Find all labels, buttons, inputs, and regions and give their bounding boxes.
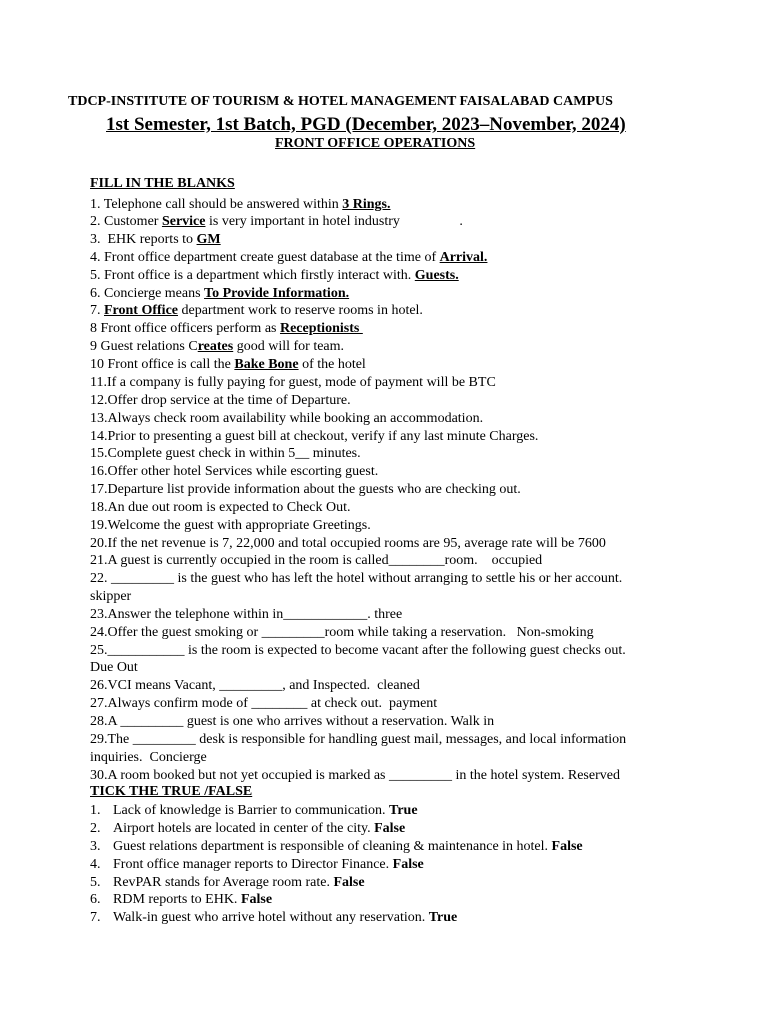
tf-item: 3. Guest relations department is responsible of cleaning & maintenance in hotel. False — [90, 839, 583, 854]
tf-answer: False — [374, 821, 406, 836]
answer: 3 Rings. — [342, 197, 391, 212]
fill-line-4: 4. Front office department create guest database at the time of Arrival. — [90, 250, 488, 265]
fill-line-9: 9 Guest relations Creates good will for team. — [90, 339, 345, 354]
fill-line-1: 1. Telephone call should be answered within 3 Rings. — [90, 197, 391, 212]
answer: GM — [196, 232, 221, 247]
answer: reates — [197, 339, 234, 354]
fill-line-26: 26.VCI means Vacant, _________, and Inspected. cleaned — [90, 678, 420, 693]
fill-line-25-answer: Due Out — [90, 660, 138, 675]
tf-answer: True — [389, 803, 418, 818]
fill-line-29: 29.The _________ desk is responsible for handling guest mail, messages, and local information — [90, 732, 627, 747]
fill-line-11: 11.If a company is fully paying for guest, mode of payment will be BTC — [90, 375, 496, 390]
fill-line-5: 5. Front office is a department which firstly interact with. Guests. — [90, 268, 459, 283]
fill-line-14: 14.Prior to presenting a guest bill at checkout, verify if any last minute Charges. — [90, 429, 539, 444]
fill-line-18: 18.An due out room is expected to Check Out. — [90, 500, 351, 515]
tf-answer: True — [428, 910, 458, 925]
semester-heading: 1st Semester, 1st Batch, PGD (December, 2023–November, 2024) — [106, 114, 626, 135]
tf-item: 1. Lack of knowledge is Barrier to communication. True — [90, 803, 418, 818]
fill-line-27: 27.Always confirm mode of ________ at check out. payment — [90, 696, 438, 711]
answer: Receptionists — [279, 321, 363, 336]
fill-line-7: 7. Front Office department work to reserve rooms in hotel. — [90, 303, 423, 318]
fill-line-22: 22. _________ is the guest who has left the hotel without arranging to settle his or her account. — [90, 571, 623, 586]
fill-line-28: 28.A _________ guest is one who arrives without a reservation. Walk in — [90, 714, 495, 729]
fill-line-12: 12.Offer drop service at the time of Departure. — [90, 393, 351, 408]
fill-line-16: 16.Offer other hotel Services while escorting guest. — [90, 464, 379, 479]
fill-line-22-answer: skipper — [90, 589, 132, 604]
tf-item: 7. Walk-in guest who arrive hotel without any reservation. True — [90, 910, 458, 925]
fill-line-17: 17.Departure list provide information about the guests who are checking out. — [90, 482, 521, 497]
fill-line-20: 20.If the net revenue is 7, 22,000 and total occupied rooms are 95, average rate will be 7600 — [90, 536, 606, 551]
tf-answer: False — [240, 892, 273, 907]
answer: Bake Bone — [234, 357, 299, 372]
answer: Arrival. — [439, 250, 488, 265]
tf-answer: False — [392, 857, 424, 872]
tf-item: 5. RevPAR stands for Average room rate. False — [90, 875, 365, 890]
tf-item: 4. Front office manager reports to Director Finance. False — [90, 857, 424, 872]
answer: Guests. — [414, 268, 459, 283]
answer: To Provide Information. — [204, 286, 350, 301]
fill-line-30: 30.A room booked but not yet occupied is marked as _________ in the hotel system. Reserved — [90, 768, 620, 783]
fill-line-3: 3. EHK reports to GM — [90, 232, 221, 247]
answer: Front Office — [104, 303, 178, 318]
fill-line-19: 19.Welcome the guest with appropriate Greetings. — [90, 518, 371, 533]
fill-line-23: 23.Answer the telephone within in____________. three — [90, 607, 403, 622]
fill-line-21: 21.A guest is currently occupied in the room is called________room. occupied — [90, 553, 543, 568]
tf-section-title: TICK THE TRUE /FALSE — [90, 784, 253, 799]
fill-line-15: 15.Complete guest check in within 5__ minutes. — [90, 446, 361, 461]
fill-line-10: 10 Front office is call the Bake Bone of the hotel — [90, 357, 366, 372]
answer: Service — [161, 214, 206, 229]
institute-heading: TDCP-INSTITUTE OF TOURISM & HOTEL MANAGEMENT FAISALABAD CAMPUS — [68, 94, 613, 109]
fill-line-8: 8 Front office officers perform as Receptionists — [90, 321, 363, 336]
fill-line-29-answer: inquiries. Concierge — [90, 750, 207, 765]
fill-line-2: 2. Customer Service is very important in hotel industry . — [90, 214, 463, 229]
tf-answer: False — [333, 875, 365, 890]
fill-section-title: FILL IN THE BLANKS — [90, 176, 235, 191]
fill-line-6: 6. Concierge means To Provide Information. — [90, 286, 350, 301]
fill-line-13: 13.Always check room availability while booking an accommodation. — [90, 411, 484, 426]
fill-line-24: 24.Offer the guest smoking or _________room while taking a reservation. Non-smoking — [90, 625, 594, 640]
tf-item: 2. Airport hotels are located in center of the city. False — [90, 821, 406, 836]
tf-item: 6. RDM reports to EHK. False — [90, 892, 273, 907]
subject-heading: FRONT OFFICE OPERATIONS — [275, 136, 476, 151]
tf-answer: False — [551, 839, 583, 854]
fill-line-25: 25.___________ is the room is expected to become vacant after the following guest checks out. — [90, 643, 626, 658]
